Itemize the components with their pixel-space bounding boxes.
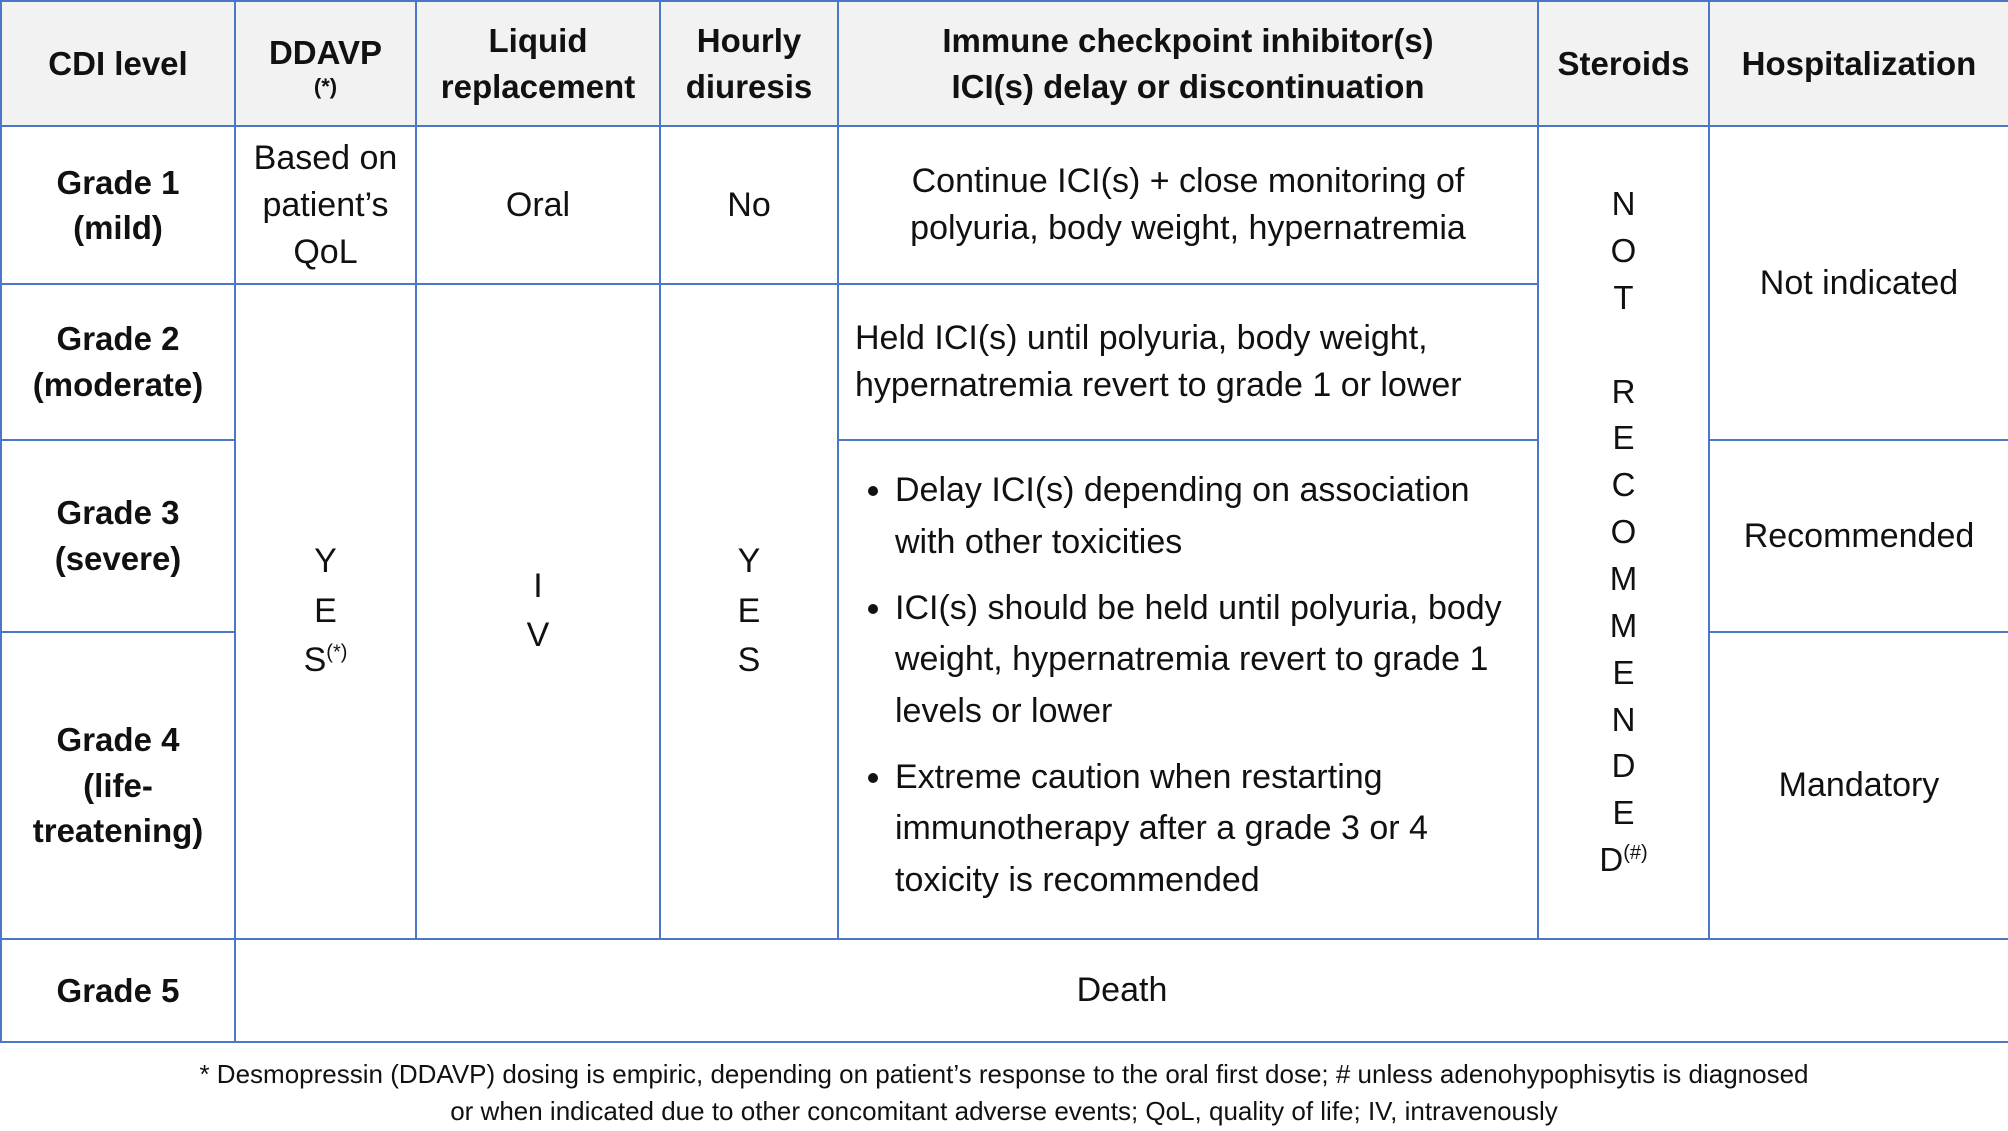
header-liquid-replacement: Liquid replacement (416, 1, 660, 126)
ici-bullet-1: • Delay ICI(s) depending on association with other toxicities (895, 465, 1529, 568)
header-ici (838, 1, 1538, 126)
header-steroids: Steroids (1538, 1, 1709, 126)
steroids-letter: R (1611, 372, 1636, 410)
liquid-iv-cell (416, 284, 660, 939)
header-cdi-level: CDI level (1, 1, 235, 126)
grade-4-line3: treatening) (32, 812, 204, 850)
grade-2-line1: Grade 2 (56, 320, 180, 358)
footnote-line2: or when indicated due to other concomitant adverse events; QoL, quality of life; IV, intravenously (450, 1095, 1558, 1126)
hospitalization-grade-1-2: Not indicated (1709, 126, 2008, 439)
liquid-iv-letter: I (533, 567, 543, 606)
steroids-letter (1547, 322, 1700, 369)
grade-3-line2: (severe) (54, 540, 182, 578)
liquid-iv-vertical-text (425, 562, 651, 661)
ddavp-yes-superscript: (*) (326, 641, 348, 664)
hospitalization-grade-4: Mandatory (1709, 632, 2008, 938)
steroids-letter: E (1612, 419, 1635, 457)
diuresis-yes-letter: E (737, 591, 761, 630)
header-row (1, 1, 2008, 126)
steroids-letter: D(#) (1599, 841, 1648, 879)
grade-5-death: Death (235, 939, 2008, 1042)
ddavp-yes-letter: S(*) (303, 640, 348, 679)
header-hourly-diuresis: Hourly diuresis (660, 1, 838, 126)
grade-4-label (1, 632, 235, 938)
ddavp-yes-letter: Y (314, 542, 337, 581)
steroids-not-recommended-cell (1538, 126, 1709, 938)
grade-1-label (1, 126, 235, 284)
footnote-line1: * Desmopressin (DDAVP) dosing is empiric, depending on patient’s response to the oral first dose; # unless adenohypophisytis is diagnosed (199, 1059, 1809, 1089)
diuresis-yes-letter: S (737, 640, 761, 679)
grade-1-diuresis: No (660, 126, 838, 284)
header-ddavp-label: DDAVP (268, 33, 383, 71)
header-ici-line2: ICI(s) delay or discontinuation (951, 67, 1425, 105)
header-ddavp-superscript: (*) (313, 73, 338, 99)
row-grade-5 (1, 939, 2008, 1042)
steroids-vertical-text (1547, 181, 1700, 884)
grade-2-line2: (moderate) (32, 365, 204, 403)
grade-1-liquid: Oral (416, 126, 660, 284)
steroids-letter: E (1612, 653, 1635, 691)
ddavp-vertical-text (244, 537, 407, 685)
grade-3-label (1, 440, 235, 633)
steroids-letter: N (1611, 700, 1636, 738)
grade-1-line1: Grade 1 (56, 163, 180, 201)
header-ddavp (235, 1, 416, 126)
grade-1-ici: Continue ICI(s) + close monitoring of polyuria, body weight, hypernatremia (838, 126, 1538, 284)
grade-2-ici: Held ICI(s) until polyuria, body weight, hypernatremia revert to grade 1 or lower (838, 284, 1538, 440)
ici-bullet-3: • Extreme caution when restarting immunotherapy after a grade 3 or 4 toxicity is recommended (895, 752, 1529, 907)
diuresis-yes-letter: Y (737, 542, 761, 581)
header-ici-line1: Immune checkpoint inhibitor(s) (942, 22, 1434, 60)
diuresis-vertical-text (669, 537, 829, 685)
grade-2-label (1, 284, 235, 440)
row-grade-1 (1, 126, 2008, 284)
steroids-letter: N (1611, 185, 1636, 223)
grade-1-line2: (mild) (73, 209, 163, 247)
grade-1-ddavp: Based on patient’s QoL (235, 126, 416, 284)
steroids-letter: M (1609, 559, 1638, 597)
steroids-letter: D (1611, 747, 1636, 785)
grade-3-4-ici (838, 440, 1538, 939)
steroids-letter: O (1610, 231, 1637, 269)
grade-4-line1: Grade 4 (56, 721, 180, 759)
steroids-letter: E (1612, 794, 1635, 832)
grade-4-line2: (life- (83, 766, 153, 804)
steroids-letter: T (1613, 278, 1634, 316)
hospitalization-grade-3: Recommended (1709, 440, 2008, 633)
diuresis-yes-cell (660, 284, 838, 939)
ddavp-yes-letter: E (314, 591, 337, 630)
header-hospitalization: Hospitalization (1709, 1, 2008, 126)
liquid-iv-letter: V (526, 616, 550, 655)
grade-5-label: Grade 5 (1, 939, 235, 1042)
ici-bullet-2: • ICI(s) should be held until polyuria, body weight, hypernatremia revert to grade 1 levels or lower (895, 583, 1529, 738)
ici-bullet-list (847, 465, 1529, 906)
grade-3-line1: Grade 3 (56, 494, 180, 532)
footnote (0, 1056, 2008, 1130)
steroids-superscript: (#) (1623, 842, 1648, 865)
steroids-letter: M (1609, 606, 1638, 644)
steroids-letter: C (1611, 466, 1636, 504)
steroids-letter: O (1610, 513, 1637, 551)
ddavp-yes-cell (235, 284, 416, 939)
